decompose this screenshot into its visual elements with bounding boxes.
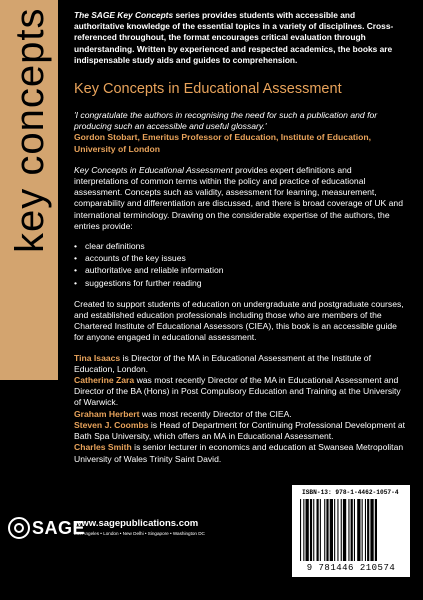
author-name: Steven J. Coombs [74, 419, 149, 430]
barcode-icon [300, 499, 402, 561]
spine-label: key concepts [8, 8, 52, 254]
spine-band [0, 0, 58, 380]
author-bio [74, 420, 406, 442]
author-bio-text: is Head of Department for Continuing Professional Development at Bath Spa University, which offers an MA in Educational Assessment. [74, 419, 406, 442]
author-bio [74, 375, 406, 409]
barcode-panel [292, 485, 410, 577]
support-paragraph: Created to support students of education on undergraduate and postgraduate courses, and established education professionals including those who are members of the Chartered Institute of Educational Assessors (CIEA), this book is an accessible guide for anyone engaged in educational assessment. [74, 298, 404, 343]
description-paragraph [74, 165, 406, 232]
publisher-url: www.sagepublications.com [74, 518, 199, 529]
back-cover-text [74, 10, 406, 465]
book-title: Key Concepts in Educational Assessment [74, 81, 342, 98]
author-name: Charles Smith [74, 442, 132, 453]
author-bio-text: was most recently Director of the MA in Educational Assessment and Director of the BA (Hons) in Post Compulsory Education and Training at the University of Warwick. [74, 375, 401, 408]
author-bio-text: is senior lecturer in economics and education at Swansea Metropolitan University of Wales Trinity Saint David. [74, 442, 404, 464]
intro-text: series provides students with accessible and authoritative knowledge of the essential topics in a variety of disciplines. Cross-referenced throughout, the format encourages critical evaluation through understanding. Written by experienced and respected academics, the books are indispensable study aids and guides to comprehension. [74, 10, 394, 65]
barcode-number: 9 781446 210574 [306, 563, 396, 573]
description-text: provides expert definitions and interpretations of common terms within the policy and practice of educational assessment. Concepts such as validity, assessment for learning, measurement, comparability and differentiation are discussed, and there is broad coverage of UK and international terminology. Drawing on the considerable expertise of the authors, the entries provide: [74, 164, 403, 231]
author-name: Tina Isaacs [74, 352, 121, 363]
author-name: Graham Herbert [74, 408, 140, 419]
author-bio [74, 442, 406, 464]
author-bio [74, 409, 406, 420]
sage-wordmark: SAGE [32, 517, 86, 538]
description-book-title: Key Concepts in Educational Assessment [74, 164, 233, 175]
list-item: • authoritative and reliable information [74, 265, 406, 276]
author-name: Catherine Zara [74, 375, 135, 386]
author-bio-text: is Director of the MA in Educational Assessment at the Institute of Education, London. [74, 352, 371, 374]
list-item: • accounts of the key issues [74, 253, 406, 264]
author-bio [74, 353, 406, 375]
intro-paragraph [74, 10, 406, 66]
list-item: • clear definitions [74, 241, 406, 252]
series-name: The SAGE Key Concepts [74, 10, 174, 20]
isbn-label: ISBN-13: 978-1-4462-1057-4 [302, 489, 399, 496]
feature-list [74, 241, 406, 289]
publisher-footer [8, 517, 238, 557]
publisher-cities: Los Angeles • London • New Delhi • Singapore • Washington DC [74, 531, 205, 536]
list-item: • suggestions for further reading [74, 278, 406, 289]
author-bios [74, 353, 406, 465]
sage-circle-icon [8, 517, 30, 539]
review-quote: 'I congratulate the authors in recognising the need for such a publication and for producing such an accessible and useful glossary.' [74, 110, 378, 132]
author-bio-text: was most recently Director of the CIEA. [139, 408, 292, 419]
quote-attribution: Gordon Stobart, Emeritus Professor of Education, Institute of Education, University of London [74, 132, 371, 154]
